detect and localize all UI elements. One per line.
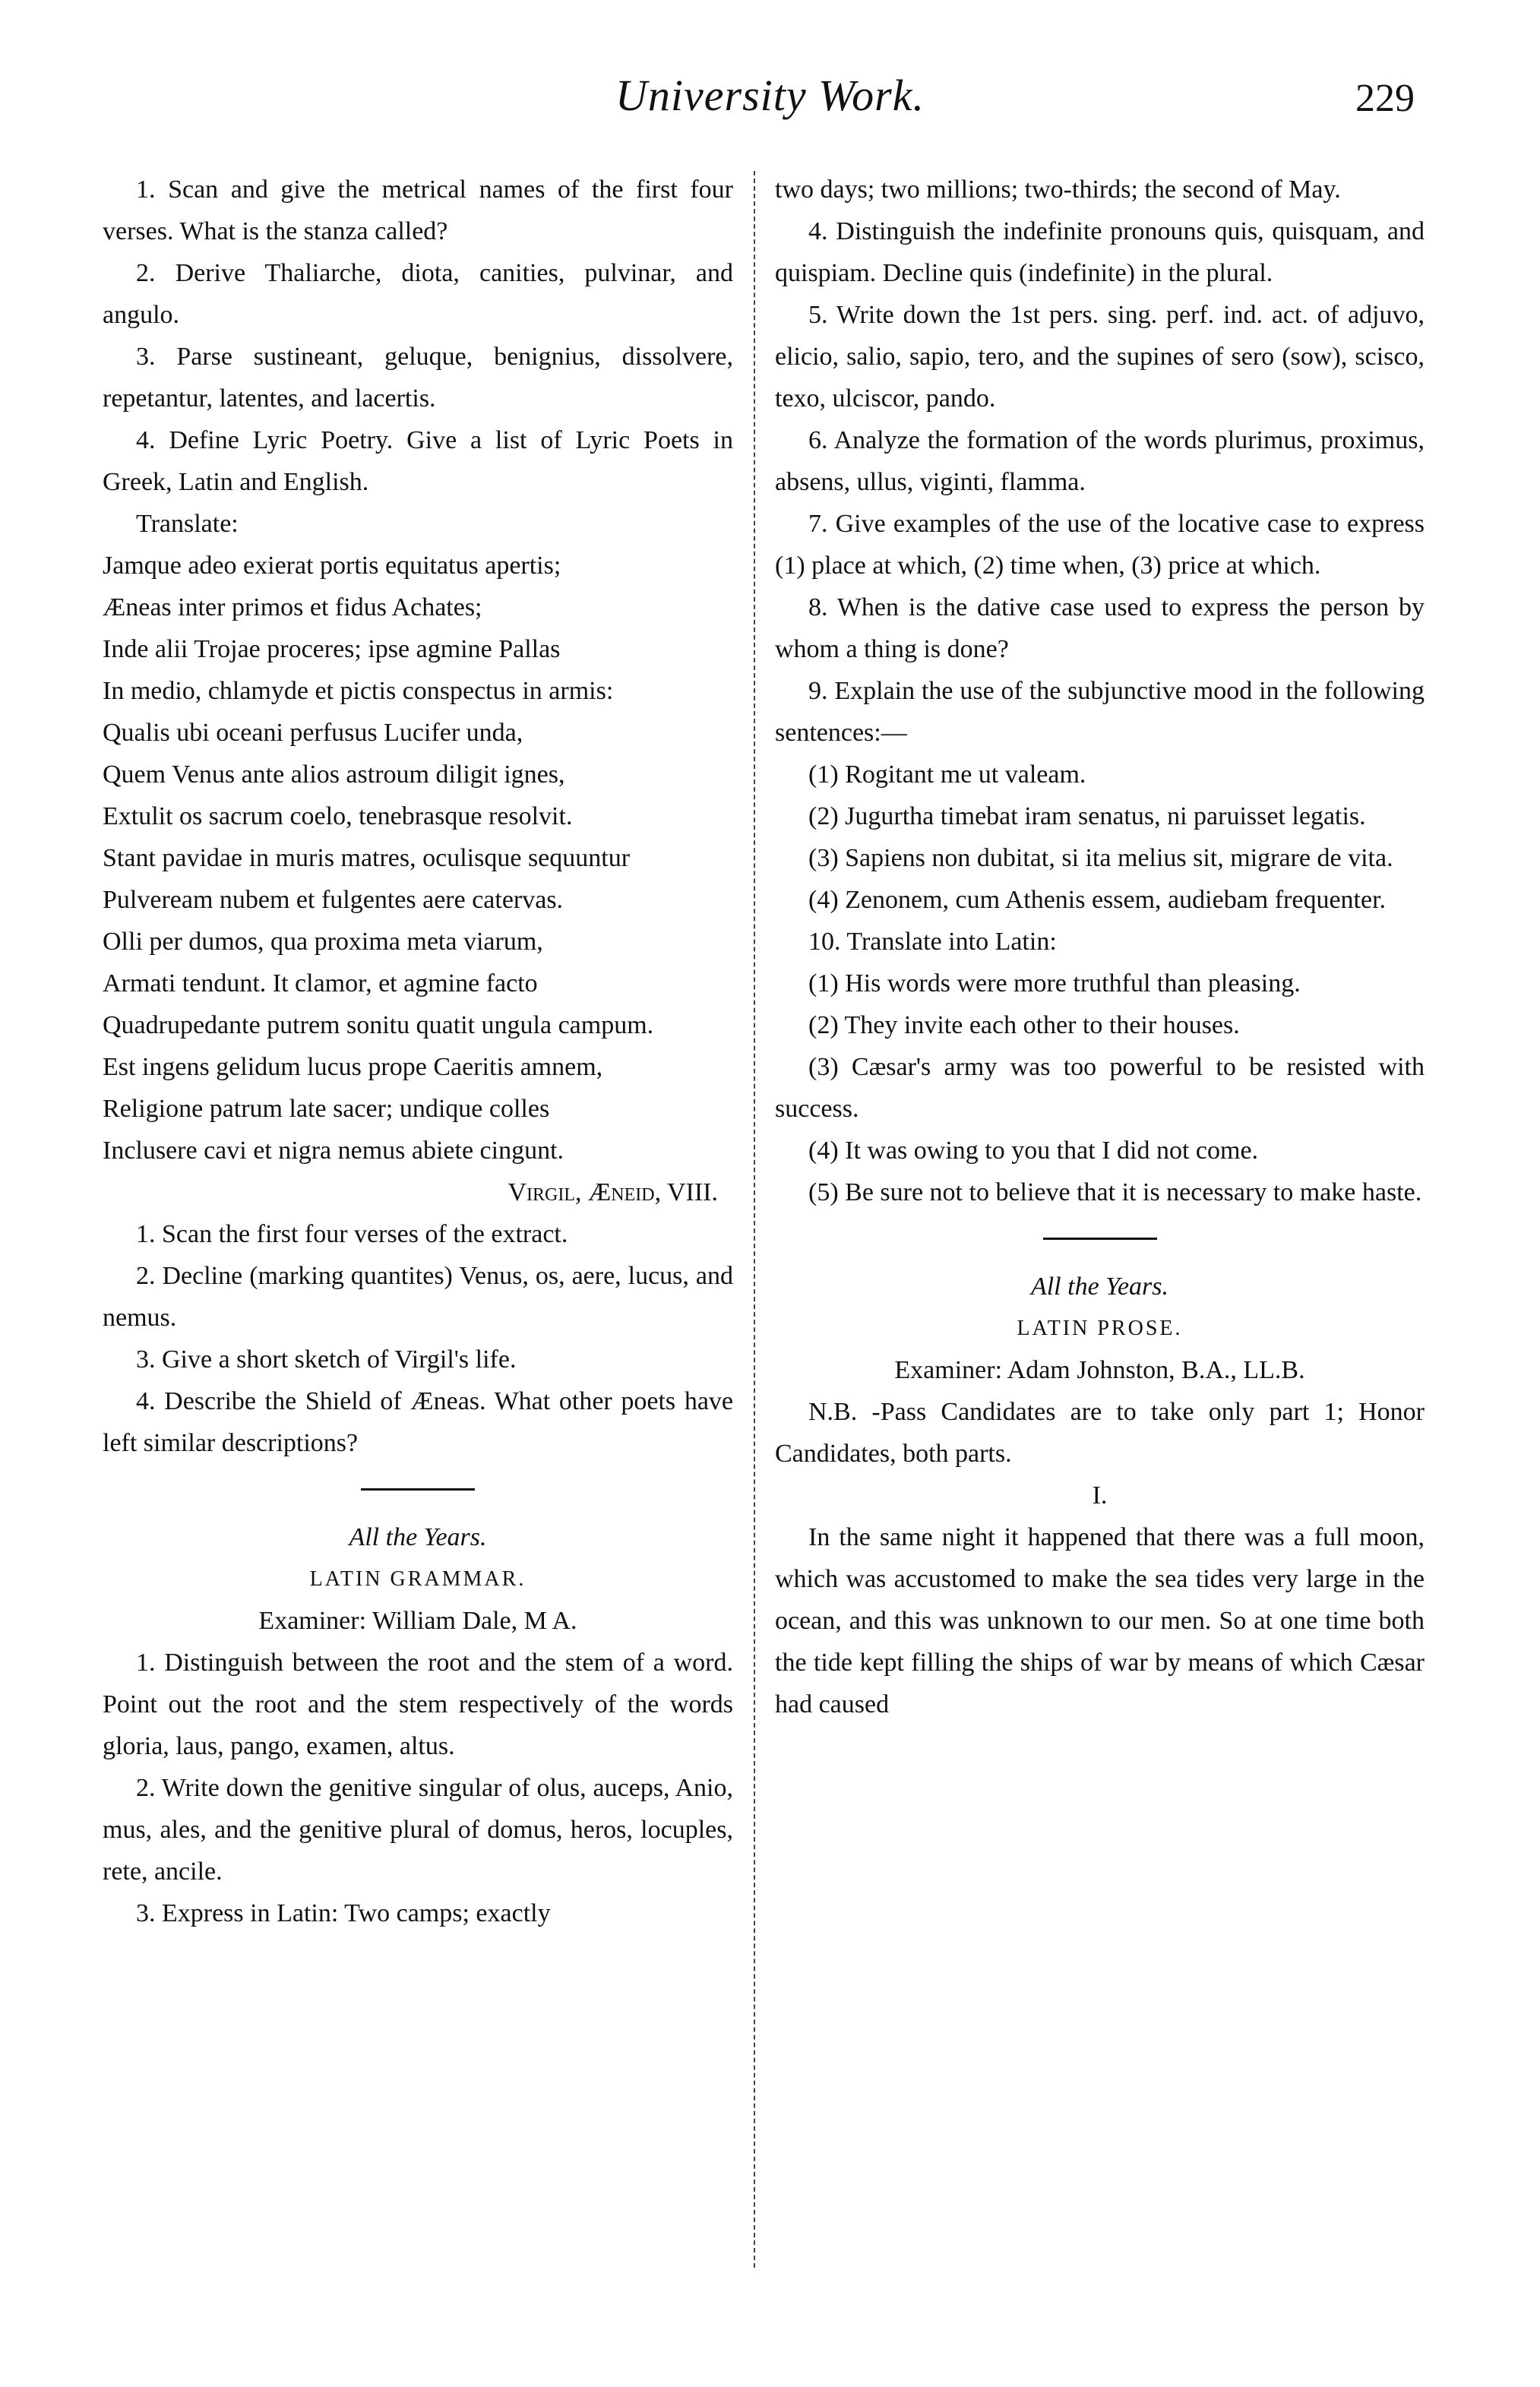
verse-line: Inde alii Trojae proceres; ipse agmine Pallas: [103, 635, 561, 663]
section-rule: [1043, 1238, 1157, 1240]
grammar-question-10: 10. Translate into Latin:: [808, 928, 1057, 956]
translation-4: (4) It was owing to you that I did not come.: [808, 1137, 1259, 1165]
section-title: All the Years.: [349, 1523, 487, 1551]
verse-question-3: 3. Give a short sketch of Virgil's life.: [136, 1345, 517, 1374]
column-divider: [754, 171, 755, 2268]
verse-line: Olli per dumos, qua proxima meta viarum,: [103, 928, 543, 956]
verse-line: Quadrupedante putrem sonitu quatit ungula campum.: [103, 1011, 654, 1039]
running-title: University Work.: [615, 71, 925, 120]
examiner: Examiner: William Dale, M A.: [258, 1607, 577, 1635]
verse-line: Inclusere cavi et nigra nemus abiete cingunt.: [103, 1137, 564, 1165]
question-2: 2. Derive Thaliarche, diota, canities, pulvinar, and angulo.: [103, 259, 733, 329]
grammar-question-3-continued: two days; two millions; two-thirds; the second of May.: [775, 175, 1341, 204]
verse-line: Æneas inter primos et fidus Achates;: [103, 593, 482, 621]
grammar-question-7: 7. Give examples of the use of the locative case to express (1) place at which, (2) time when, (3) price at which.: [775, 510, 1425, 580]
verse-question-2: 2. Decline (marking quantites) Venus, os, aere, lucus, and nemus.: [103, 1262, 733, 1332]
translation-5: (5) Be sure not to believe that it is necessary to make haste.: [808, 1178, 1422, 1206]
sentence-2: (2) Jugurtha timebat iram senatus, ni paruisset legatis.: [808, 802, 1366, 830]
question-1: 1. Scan and give the metrical names of the first four verses. What is the stanza called?: [103, 175, 733, 245]
translation-3: (3) Cæsar's army was too powerful to be resisted with success.: [775, 1053, 1425, 1123]
verse-question-1: 1. Scan the first four verses of the extract.: [136, 1220, 568, 1248]
translate-label: Translate:: [136, 510, 239, 538]
prose-passage: In the same night it happened that there was a full moon, which was accustomed to make the sea tides very large in the ocean, and this was unknown to our men. So at one time both the tide kept filling the ships of war by means of which Cæsar had caused: [775, 1523, 1425, 1718]
verse-line: In medio, chlamyde et pictis conspectus in armis:: [103, 677, 614, 705]
grammar-question-5: 5. Write down the 1st pers. sing. perf. ind. act. of adjuvo, elicio, salio, sapio, tero, and the supines of sero (sow), scisco, texo, ulciscor, pando.: [775, 301, 1425, 413]
verse-line: Jamque adeo exierat portis equitatus apertis;: [103, 552, 561, 580]
grammar-question-9: 9. Explain the use of the subjunctive mood in the following sentences:—: [775, 677, 1425, 747]
translation-1: (1) His words were more truthful than pleasing.: [808, 969, 1301, 997]
section-subtitle: LATIN PROSE.: [1017, 1317, 1183, 1340]
verse-line: Stant pavidae in muris matres, oculisque sequuntur: [103, 844, 631, 872]
verse-line: Est ingens gelidum lucus prope Caeritis amnem,: [103, 1053, 603, 1081]
examiner: Examiner: Adam Johnston, B.A., LL.B.: [894, 1356, 1305, 1384]
grammar-question-8: 8. When is the dative case used to express the person by whom a thing is done?: [775, 593, 1425, 663]
citation: Virgil, Æneid, VIII.: [508, 1178, 718, 1206]
section-subtitle: LATIN GRAMMAR.: [309, 1567, 527, 1591]
verse-line: Armati tendunt. It clamor, et agmine facto: [103, 969, 538, 997]
sentence-1: (1) Rogitant me ut valeam.: [808, 760, 1086, 789]
verse-line: Qualis ubi oceani perfusus Lucifer unda,: [103, 719, 523, 747]
section-rule: [361, 1488, 475, 1491]
grammar-question-1: 1. Distinguish between the root and the stem of a word. Point out the root and the stem respectively of the words gloria, laus, pango, examen, altus.: [103, 1649, 733, 1760]
nota-bene: N.B. -Pass Candidates are to take only part 1; Honor Candidates, both parts.: [775, 1398, 1425, 1468]
page-number: 229: [1355, 77, 1415, 120]
verse-line: Extulit os sacrum coelo, tenebrasque resolvit.: [103, 802, 573, 830]
verse-line: Religione patrum late sacer; undique colles: [103, 1095, 550, 1123]
question-4: 4. Define Lyric Poetry. Give a list of Lyric Poets in Greek, Latin and English.: [103, 426, 733, 496]
verse-line: Quem Venus ante alios astroum diligit ignes,: [103, 760, 565, 789]
grammar-question-6: 6. Analyze the formation of the words plurimus, proximus, absens, ullus, viginti, flamma.: [775, 426, 1425, 496]
section-title: All the Years.: [1030, 1273, 1169, 1301]
grammar-question-2: 2. Write down the genitive singular of olus, auceps, Anio, mus, ales, and the genitive plural of domus, heros, locuples, rete, ancile.: [103, 1774, 733, 1886]
sentence-4: (4) Zenonem, cum Athenis essem, audiebam frequenter.: [808, 886, 1387, 914]
verse-line: Pulveream nubem et fulgentes aere catervas.: [103, 886, 564, 914]
sentence-3: (3) Sapiens non dubitat, si ita melius sit, migrare de vita.: [808, 844, 1393, 872]
part-number: I.: [1092, 1481, 1108, 1510]
left-column: [103, 169, 733, 1934]
question-3: 3. Parse sustineant, geluque, benignius, dissolvere, repetantur, latentes, and lacertis.: [103, 343, 733, 413]
verse-question-4: 4. Describe the Shield of Æneas. What other poets have left similar descriptions?: [103, 1387, 733, 1457]
translation-2: (2) They invite each other to their houses.: [808, 1011, 1240, 1039]
grammar-question-3: 3. Express in Latin: Two camps; exactly: [136, 1899, 551, 1927]
grammar-question-4: 4. Distinguish the indefinite pronouns quis, quisquam, and quispiam. Decline quis (indefinite) in the plural.: [775, 217, 1425, 287]
right-column: [775, 169, 1425, 1725]
